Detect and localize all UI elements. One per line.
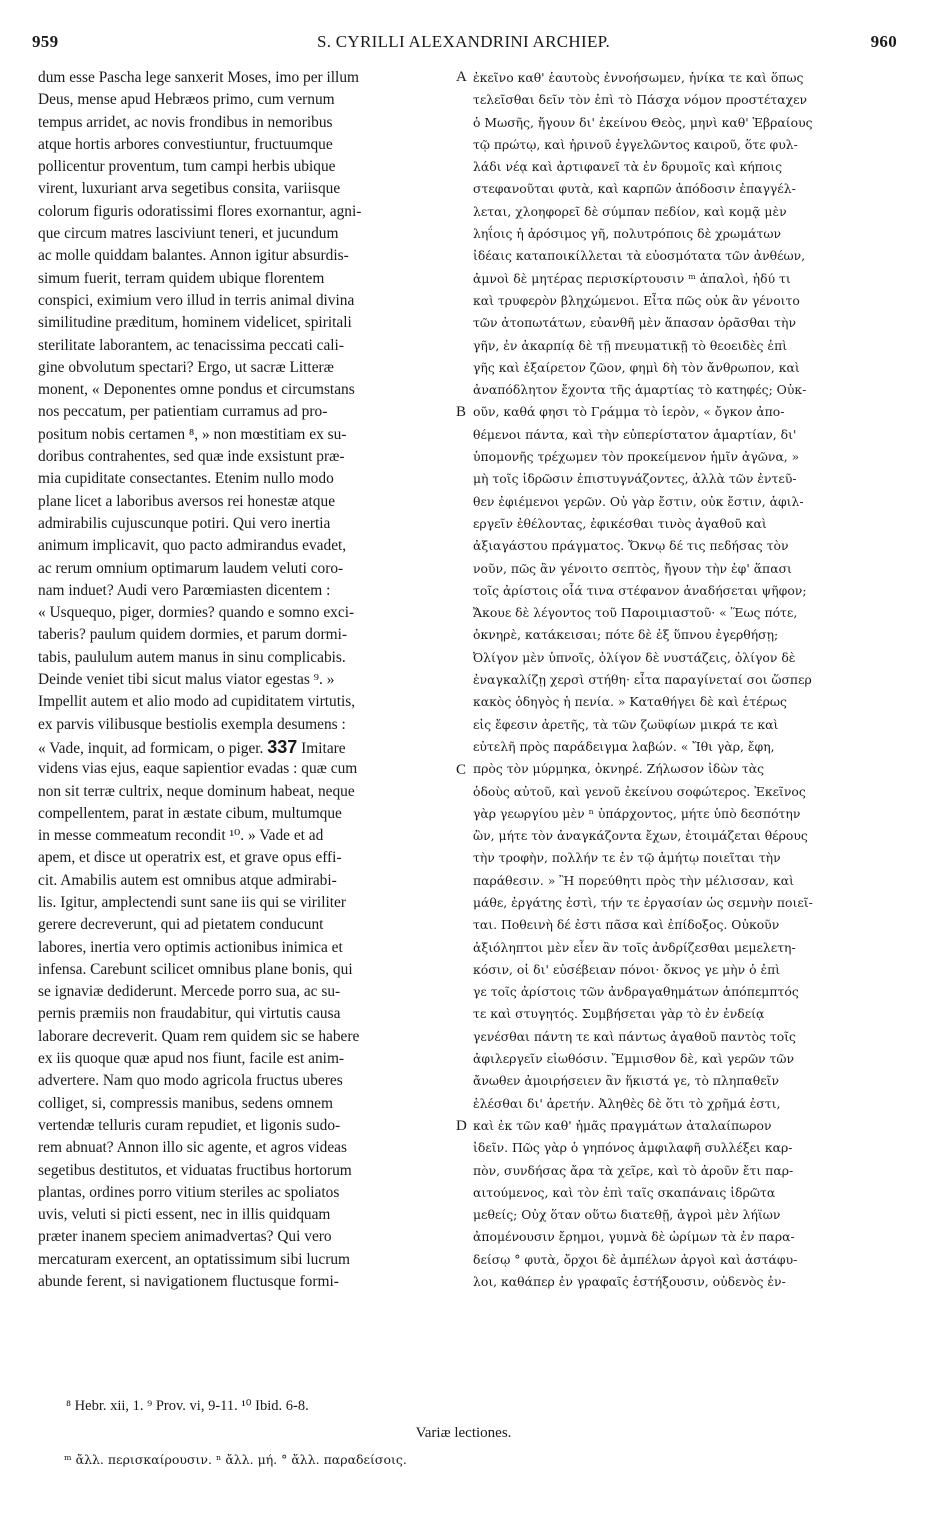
greek-text-line: μάθε, ἐργάτης ἐστὶ, τήν τε ἐργασίαν ὡς σεμνὴν ποιεῖ- xyxy=(473,894,813,910)
section-marker-b: B xyxy=(456,404,467,420)
greek-text-line: Ὀλίγον μὲν ὑπνοῖς, ὀλίγον δὲ νυστάζεις, ὀλίγον δὲ xyxy=(473,649,796,665)
greek-text-line: εἰς ἔφεσιν ἀρετῆς, τὰ τῶν ζωϋφίων μικρά τε καὶ xyxy=(473,716,779,732)
latin-text-line: conspici, eximium vero illud in terris animal divina xyxy=(38,291,355,309)
latin-text-line: pollicentur proventum, tum campi herbis ubique xyxy=(38,158,336,176)
latin-text-line xyxy=(38,736,450,758)
latin-text-line: ac molle quiddam balantes. Annon igitur absurdis- xyxy=(38,247,349,265)
latin-text-line: pernis præmiis non fraudabitur, qui virtutis causa xyxy=(38,1005,341,1023)
latin-text-line: præter inanem speciem animadvertas? Qui vero xyxy=(38,1228,332,1246)
column-number: 337 xyxy=(267,736,298,757)
greek-text-line: ληΐοις ἡ ἀρόσιμος γῆ, πολυτρόποις δὲ χρωμάτων xyxy=(473,226,781,242)
greek-text-line: πρὸς τὸν μύρμηκα, ὀκνηρέ. Ζήλωσον ἰδὼν τὰς xyxy=(473,761,765,777)
latin-text-line: « Usquequo, piger, dormies? quando e somno exci- xyxy=(38,604,355,622)
greek-text-line: δείσῳ ° φυτὰ, ὄρχοι δὲ ἀμπέλων ἀργοὶ καὶ ἀστάφυ- xyxy=(473,1251,798,1267)
greek-text-line: τὴν τροφὴν, πολλήν τε ἐν τῷ ἀμήτῳ ποιεῖται τὴν xyxy=(473,850,781,866)
latin-text-line: doribus contrahentes, sed quæ inde exsistunt præ- xyxy=(38,448,345,466)
latin-text-line: colorum figuris odoratissimi flores exornantur, agni- xyxy=(38,202,362,220)
latin-text-line: nos peccatum, per patientiam curramus ad pro- xyxy=(38,403,328,421)
latin-text-line: mia cupiditate consectantes. Etenim nullo modo xyxy=(38,470,334,488)
section-marker-d: D xyxy=(456,1118,467,1134)
greek-text-line: εὐτελῆ πρὸς παράδειγμα λαβών. « Ἴθι γὰρ, ἔφη, xyxy=(473,738,775,754)
variae-lectiones-title: Variæ lectiones. xyxy=(415,1425,512,1441)
latin-text-line: ex iis quoque quæ apud nos fiunt, facile est anim- xyxy=(38,1050,345,1068)
greek-text-line: οῦν, καθά φησι τὸ Γράμμα τὸ ἱερὸν, « ὄγκον ἀπο- xyxy=(473,404,785,420)
greek-text-line: θέμενοι πάντα, καὶ τὴν εὐπερίστατον ἁμαρτίαν, δι' xyxy=(473,426,797,442)
latin-text-line: virent, luxuriant arva segetibus consita, variisque xyxy=(38,180,341,198)
greek-text-line: λάδι νέᾳ καὶ ἀρτιφανεῖ τὰ ἐν δρυμοῖς καὶ κήποις xyxy=(473,159,783,175)
latin-text-line: nam induet? Audi vero Parœmiasten dicentem : xyxy=(38,581,331,599)
greek-text-line: παράθεσιν. » Ἢ πορεύθητι πρὸς τὴν μέλισσαν, καὶ xyxy=(473,872,794,888)
greek-text-line: καὶ ἐκ τῶν καθ' ἡμᾶς πραγμάτων ἀταλαίπωρον xyxy=(473,1117,772,1133)
latin-text-line: videns vias ejus, eaque sapientior evadas : quæ cum xyxy=(38,760,358,778)
latin-text-line: positum nobis certamen ⁸, » non mœstitiam ex su- xyxy=(38,425,347,443)
greek-text-line: ὑπομονῆς τρέχωμεν τὸν προκείμενον ἡμῖν ἀγῶνα, » xyxy=(473,449,800,465)
latin-text-line: Impellit autem et alio modo ad cupiditatem virtutis, xyxy=(38,693,356,711)
section-marker-a: A xyxy=(456,69,467,85)
greek-text-line: μὴ τοῖς ἱδρῶσιν ἐπιστυγνάζοντες, ἀλλὰ τῶν ἐντεῦ- xyxy=(473,471,797,487)
latin-text-line: vertendæ telluris curam repudiet, et ligonis sudo- xyxy=(38,1116,341,1134)
latin-text-line: cit. Amabilis autem est omnibus atque admirabi- xyxy=(38,871,337,889)
running-title: S. CYRILLI ALEXANDRINI ARCHIEP. xyxy=(316,32,611,51)
latin-text-line: Deus, mense apud Hebræos primo, cum vernum xyxy=(38,91,335,109)
greek-text-line: καὶ τρυφερὸν βληχώμενοι. Εἶτα πῶς οὐκ ἂν γένοιτο xyxy=(473,292,800,308)
latin-text-line: non sit terræ cultrix, neque dominum habeat, neque xyxy=(38,782,355,800)
latin-text-line: gine obvolutum spectari? Ergo, ut sacræ Litteræ xyxy=(38,358,334,376)
greek-text-line: ἀναπόδλητον ἔχοντα τῆς ἁμαρτίας τὸ κατηφές; Οὐκ- xyxy=(473,382,807,398)
variae-lectiones: ᵐ ἄλλ. περισκαίρουσιν. ⁿ ἄλλ. μή. ° ἄλλ. παραδείσοις. xyxy=(64,1452,407,1467)
latin-text-line: lis. Igitur, amplectendi sunt sane iis qui se viriliter xyxy=(38,893,346,911)
greek-text-line: αιτούμενος, καὶ τὸν ἐπὶ ταῖς σκαπάναις ἱδρῶτα xyxy=(473,1184,776,1200)
latin-text-line: labores, inertia vero optimis actionibus inimica et xyxy=(38,938,343,956)
greek-text-line: ὁ Μωσῆς, ἤγουν δι' ἐκείνου Θεὸς, μηνὶ καθ' Ἑβραίους xyxy=(473,114,813,130)
greek-text-line: ἰδέαις καταποικίλλεται τὰ εὐοσμότατα τῶν ἀνθέων, xyxy=(473,248,806,264)
greek-text-line: τελεῖσθαι δεῖν τὸν ἐπὶ τὸ Πάσχα νόμον προστέταχεν xyxy=(473,92,808,108)
latin-text-line: gerere decreverunt, qui ad pietatem conducunt xyxy=(38,916,324,934)
latin-text-line: in messe commeatum recondit ¹⁰. » Vade et ad xyxy=(38,827,324,845)
greek-text-line: μεθείς; Οὐχ ὅταν οὕτω διατεθῇ, ἀγροὶ μὲν λήϊων xyxy=(473,1207,781,1223)
latin-text-line: monent, « Deponentes omne pondus et circumstans xyxy=(38,381,355,399)
text-line-segment: « Vade, inquit, ad formicam, o piger. xyxy=(38,739,264,757)
greek-text-line: ἀξιαγάστου πράγματος. Ὄκνῳ δέ τις πεδήσας τὸν xyxy=(473,538,789,554)
greek-text-line: ὢν, μήτε τὸν ἀναγκάζοντα ἔχων, ἑτοιμάζεται θέρους xyxy=(473,828,808,844)
greek-text-line: γενέσθαι πάντη τε καὶ πάντως ἀγαθοῦ παντὸς τοῖς xyxy=(473,1028,796,1044)
latin-text-line: advertere. Nam quo modo agricola fructus uberes xyxy=(38,1072,343,1090)
greek-text-line: γε τοῖς ἀρίστοις τῶν ἀνδραγαθημάτων ἀπόπεμπτός xyxy=(473,984,799,1000)
greek-text-line: τοῖς ἀρίστοις οἷά τινα στέφανον ἀναδήσεται ψῆφον; xyxy=(473,582,807,598)
latin-text-line: ac rerum omnium optimarum laudem veluti coro- xyxy=(38,559,344,577)
latin-text-line: tempus arridet, ac novis frondibus in nemoribus xyxy=(38,113,333,131)
greek-text-line: ἄνωθεν ἀμοιρήσειεν ἂν ἥκιστά γε, τὸ πληπαθεῖν xyxy=(473,1073,780,1089)
latin-text-line: similitudine præditum, hominem videlicet, spiritali xyxy=(38,314,352,332)
greek-text-line: λεται, χλοηφορεῖ δὲ σύμπαν πεδίον, καὶ κομᾷ μὲν xyxy=(473,203,787,219)
greek-text-line: εργεῖν ἐθέλοντας, ἐφικέσθαι τινὸς ἀγαθοῦ καὶ xyxy=(473,515,767,531)
latin-text-line: segetibus destitutos, et viduatas fructibus hortorum xyxy=(38,1161,352,1179)
greek-text-line: στεφανοῦται φυτὰ, καὶ καρπῶν ἀπόδοσιν ἐπαγγέλ- xyxy=(473,181,796,197)
latin-text-line: admirabilis cujuscunque potiri. Qui vero inertia xyxy=(38,514,331,532)
latin-text-line: tabis, paululum autem manus in sinu complicabis. xyxy=(38,648,346,666)
section-marker-c: C xyxy=(456,762,467,778)
page-header xyxy=(30,32,897,58)
greek-text-line: ἰδεῖν. Πῶς γὰρ ὁ γηπόνος ἀμφιλαφῆ συλλέξει καρ- xyxy=(473,1140,793,1156)
latin-text-line: colliget, si, compressis manibus, sedens omnem xyxy=(38,1094,333,1112)
greek-text-line: ἀφιλεργεῖν εἰωθόσιν. Ἔμμισθον δὲ, καὶ γερῶν τῶν xyxy=(473,1051,795,1067)
latin-text-line: laborare decreverit. Quam rem quidem sic se habere xyxy=(38,1027,360,1045)
latin-text-line: simum fuerit, terram quidem ubique florentem xyxy=(38,269,325,287)
greek-text-line: γὰρ γεωργίου μὲν ⁿ ὑπάρχοντος, μήτε ὑπὸ δεσπότην xyxy=(473,805,801,821)
latin-text-line: sterilitate laborantem, ac tenacissima peccati cali- xyxy=(38,336,344,354)
greek-text-line: θεν ἐφιέμενοι γερῶν. Οὐ γὰρ ἔστιν, οὐκ ἔστιν, ἀφιλ- xyxy=(473,493,804,509)
latin-text-line: plane licet a laboribus aversos rei honestæ atque xyxy=(38,492,336,510)
greek-text-line: γῆς καὶ ἐξαίρετον ζῶον, φημὶ δὴ τὸν ἄνθρωπον, καὶ xyxy=(473,359,800,375)
greek-text-line: ἑλέσθαι δι' ἀρετήν. Ἀληθὲς δὲ ὅτι τὸ χρῆμά ἐστι, xyxy=(473,1095,781,1111)
greek-text-line: ἀξιόληπτοι μὲν εἶεν ἂν τοῖς ἀνδρίζεσθαι μεμελετη- xyxy=(473,939,796,955)
greek-text-line: ἀπομένουσιν ἔρημοι, γυμνὰ δὲ ὡρίμων τὰ ἐν παρα- xyxy=(473,1229,795,1245)
footnote-references: ⁸ Hebr. xii, 1. ⁹ Prov. vi, 9-11. ¹⁰ Ibid. 6-8. xyxy=(66,1398,309,1414)
page-number-right: 960 xyxy=(870,32,897,51)
greek-text-column xyxy=(473,67,901,1293)
greek-text-line: ἐναγκαλίζῃ χερσὶ στήθη· εἶτα παραγίνεταί σοι ὥσπερ xyxy=(473,672,812,688)
latin-text-column xyxy=(38,67,450,1293)
latin-text-line: compellentem, parat in æstate cibum, multumque xyxy=(38,804,342,822)
latin-text-line: uvis, veluti si picti essent, nec in illis quidquam xyxy=(38,1206,331,1224)
greek-text-line: λοι, καθάπερ ἐν γραφαῖς ἑστήξουσιν, οὐδενὸς ἐν- xyxy=(473,1274,786,1290)
greek-text-line: ται. Ποθεινὴ δέ ἐστι πᾶσα καὶ ἐπίδοξος. Οὐκοῦν xyxy=(473,917,780,933)
latin-text-line: rem abnuat? Annon illo sic agente, et agros videas xyxy=(38,1139,347,1157)
greek-text-line: πὸν, συνδήσας ἄρα τὰ χεῖρε, καὶ τὸ ἀροῦν ἔτι παρ- xyxy=(473,1162,794,1178)
greek-text-line: Ἄκουε δὲ λέγοντος τοῦ Παροιμιαστοῦ· « Ἕως πότε, xyxy=(473,605,798,621)
greek-text-line: ἐκεῖνο καθ' ἑαυτοὺς ἐννοήσωμεν, ἡνίκα τε καὶ ὅπως xyxy=(473,70,804,85)
text-line-segment: Imitare xyxy=(301,739,346,757)
greek-text-line: νοῦν, πῶς ἂν γένοιτο σεπτὸς, ἤγουν τὴν ἐφ' ἅπασι xyxy=(473,560,792,576)
greek-text-line: ὁδοὺς αὐτοῦ, καὶ γενοῦ ἐκείνου σοφώτερος. Ἐκεῖνος xyxy=(473,783,806,799)
latin-text-line: ex parvis vilibusque bestiolis exempla desumens : xyxy=(38,715,346,733)
greek-text-line: ἀμνοὶ δὲ μητέρας περισκίρτουσιν ᵐ ἁπαλοὶ, ἡδύ τι xyxy=(473,270,791,286)
latin-text-line: atque hortis arbores convestiuntur, fructuumque xyxy=(38,135,333,153)
latin-text-line: infensa. Carebunt scilicet omnibus plane bonis, qui xyxy=(38,960,353,978)
greek-text-line: τε καὶ στυγητός. Συμβήσεται γὰρ τὸ ἐν ἐνδείᾳ xyxy=(473,1006,765,1022)
greek-text-line: ὀκνηρὲ, κατάκεισαι; πότε δὲ ἐξ ὕπνου ἐγερθήσῃ; xyxy=(473,627,779,643)
latin-text-line: Deinde veniet tibi sicut malus viator egestas ⁹. » xyxy=(38,671,335,689)
greek-text-line: τῷ πρώτῳ, καὶ ἠρινοῦ ἐγγελῶντος καιροῦ, ὅτε φυλ- xyxy=(473,136,798,152)
latin-text-line: apem, et disce ut operatrix est, et grave opus effi- xyxy=(38,849,342,867)
latin-text-line: que circum matres lasciviunt teneri, et jucundum xyxy=(38,225,339,243)
latin-text-line: abunde ferent, si navigationem fluctusque formi- xyxy=(38,1273,339,1291)
greek-text-line: κακὸς ὁδηγὸς ἡ πενία. » Καταθήγει δὲ καὶ ἑτέρως xyxy=(473,694,787,710)
greek-text-line: τῶν ἀτοπωτάτων, εὐανθῆ μὲν ἅπασαν ὁρᾶσθαι τὴν xyxy=(473,315,796,331)
greek-text-line: γῆν, ἐν ἀκαρπίᾳ δὲ τῇ πνευματικῇ τὸ θεοειδὲς ἐπὶ xyxy=(473,337,788,353)
greek-text-line: κόσιν, οἱ δι' εὐσέβειαν πόνοι· ὄκνος γε μὴν ὁ ἐπὶ xyxy=(473,961,781,977)
latin-text-line: taberis? paulum quidem dormies, et parum dormi- xyxy=(38,626,348,644)
latin-text-line: mercaturam exercent, an optatissimum sibi lucrum xyxy=(38,1250,350,1268)
latin-text-line: se ignaviæ dediderunt. Mercede porro sua, ac su- xyxy=(38,983,341,1001)
latin-text-line: plantas, ordines porro vitium steriles ac spoliatos xyxy=(38,1183,340,1201)
page-number-left: 959 xyxy=(32,32,59,51)
latin-text-line: animum implicavit, quo pacto admirandus evadet, xyxy=(38,537,347,555)
latin-text-line: dum esse Pascha lege sanxerit Moses, imo per illum xyxy=(38,69,360,86)
